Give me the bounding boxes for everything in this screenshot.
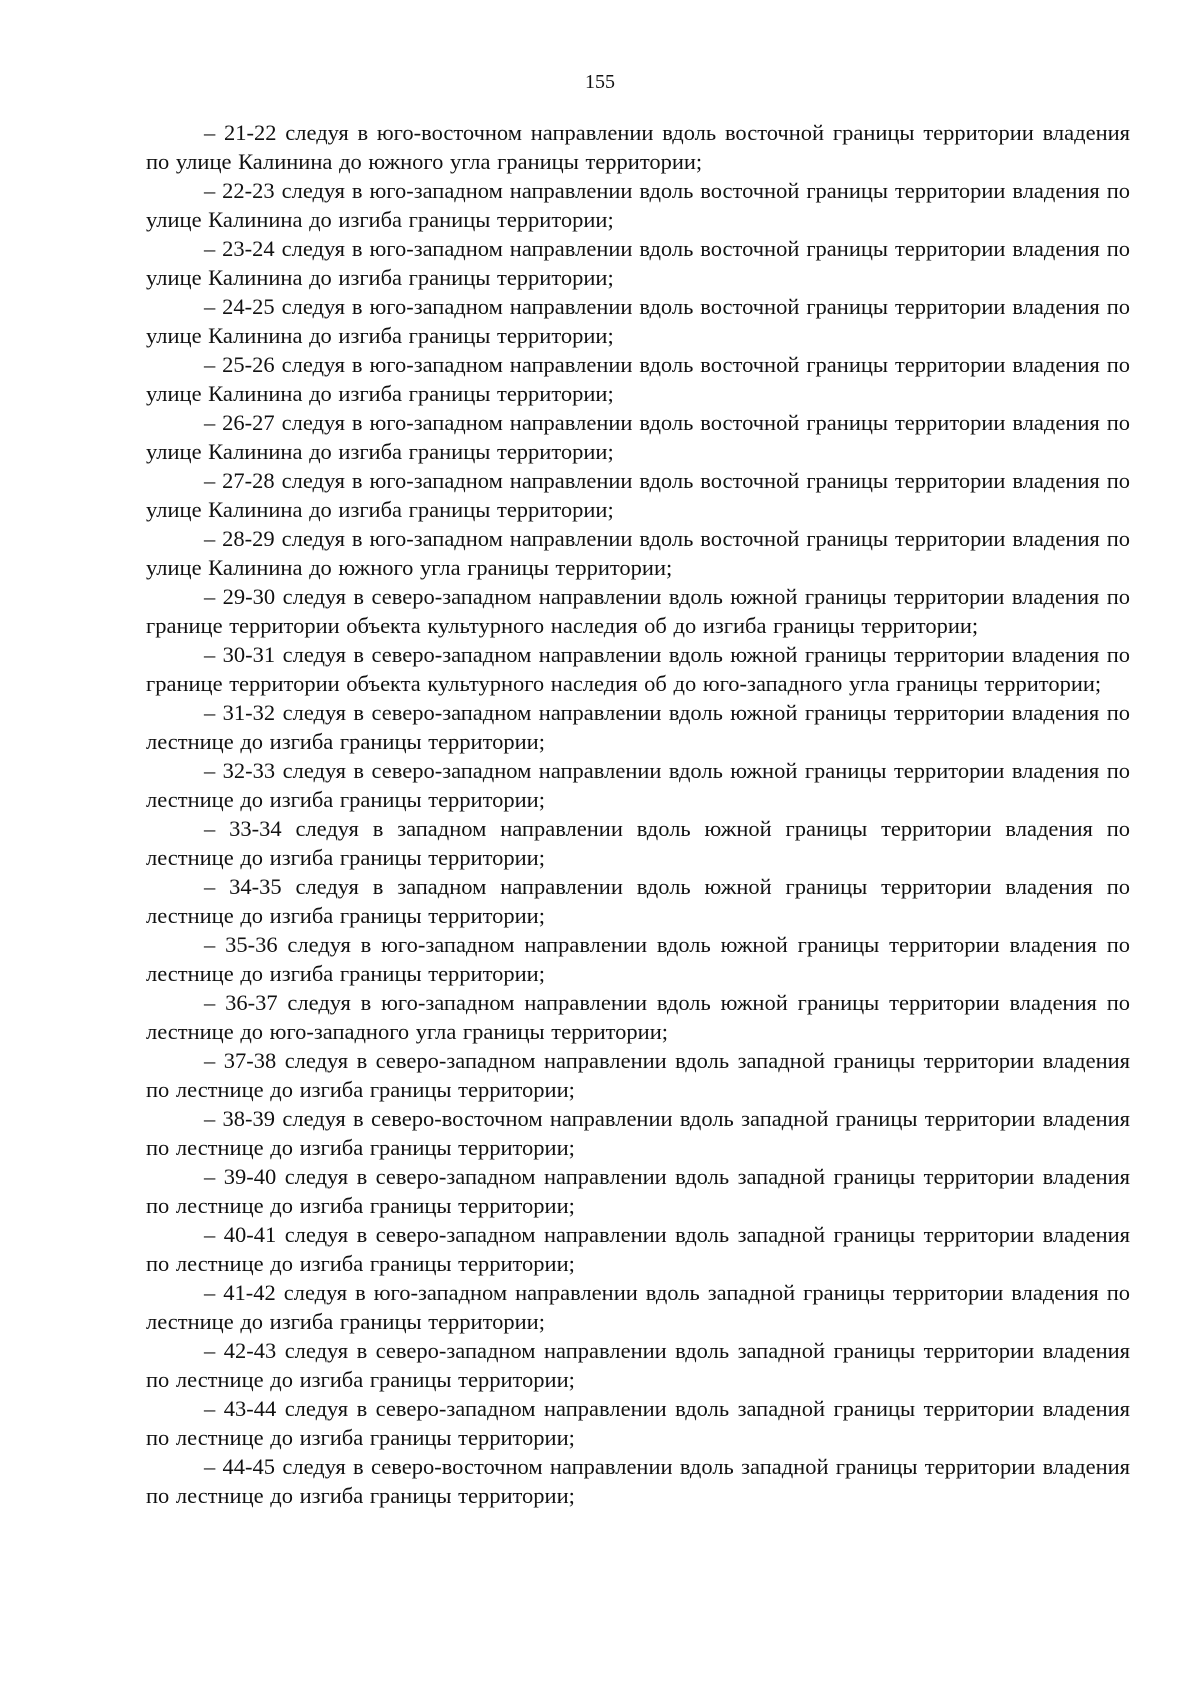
- document-body: [146, 118, 1130, 1510]
- boundary-paragraph-24-25: – 24-25 следуя в юго-западном направлении вдоль восточной границы территории владения по улице Калинина до изгиба границы территории;: [146, 294, 1130, 348]
- boundary-paragraph-39-40: – 39-40 следуя в северо-западном направлении вдоль западной границы территории владения по лестнице до изгиба границы территории;: [146, 1164, 1130, 1218]
- boundary-paragraph-23-24: – 23-24 следуя в юго-западном направлении вдоль восточной границы территории владения по улице Калинина до изгиба границы территории;: [146, 236, 1130, 290]
- page-number: 155: [585, 71, 615, 93]
- boundary-paragraph-31-32: – 31-32 следуя в северо-западном направлении вдоль южной границы территории владения по лестнице до изгиба границы территории;: [146, 700, 1130, 754]
- boundary-paragraph-30-31: – 30-31 следуя в северо-западном направлении вдоль южной границы территории владения по границе территории объекта культурного наследия об до юго-западного угла границы территории;: [146, 642, 1130, 696]
- boundary-paragraph-26-27: – 26-27 следуя в юго-западном направлении вдоль восточной границы территории владения по улице Калинина до изгиба границы территории;: [146, 410, 1130, 464]
- boundary-paragraph-35-36: – 35-36 следуя в юго-западном направлении вдоль южной границы территории владения по лестнице до изгиба границы территории;: [146, 932, 1130, 986]
- boundary-paragraph-34-35: – 34-35 следуя в западном направлении вдоль южной границы территории владения по лестнице до изгиба границы территории;: [146, 874, 1130, 928]
- boundary-paragraph-41-42: – 41-42 следуя в юго-западном направлении вдоль западной границы территории владения по лестнице до изгиба границы территории;: [146, 1280, 1130, 1334]
- boundary-paragraph-28-29: – 28-29 следуя в юго-западном направлении вдоль восточной границы территории владения по улице Калинина до южного угла границы территории;: [146, 526, 1130, 580]
- boundary-paragraph-40-41: – 40-41 следуя в северо-западном направлении вдоль западной границы территории владения по лестнице до изгиба границы территории;: [146, 1222, 1130, 1276]
- boundary-paragraph-33-34: – 33-34 следуя в западном направлении вдоль южной границы территории владения по лестнице до изгиба границы территории;: [146, 816, 1130, 870]
- boundary-paragraph-37-38: – 37-38 следуя в северо-западном направлении вдоль западной границы территории владения по лестнице до изгиба границы территории;: [146, 1048, 1130, 1102]
- boundary-paragraph-43-44: – 43-44 следуя в северо-западном направлении вдоль западной границы территории владения по лестнице до изгиба границы территории;: [146, 1396, 1130, 1450]
- boundary-paragraph-27-28: – 27-28 следуя в юго-западном направлении вдоль восточной границы территории владения по улице Калинина до изгиба границы территории;: [146, 468, 1130, 522]
- boundary-paragraph-36-37: – 36-37 следуя в юго-западном направлении вдоль южной границы территории владения по лестнице до юго-западного угла границы территории;: [146, 990, 1130, 1044]
- boundary-paragraph-22-23: – 22-23 следуя в юго-западном направлении вдоль восточной границы территории владения по улице Калинина до изгиба границы территории;: [146, 178, 1130, 232]
- boundary-paragraph-42-43: – 42-43 следуя в северо-западном направлении вдоль западной границы территории владения по лестнице до изгиба границы территории;: [146, 1338, 1130, 1392]
- boundary-paragraph-25-26: – 25-26 следуя в юго-западном направлении вдоль восточной границы территории владения по улице Калинина до изгиба границы территории;: [146, 352, 1130, 406]
- boundary-paragraph-44-45: – 44-45 следуя в северо-восточном направлении вдоль западной границы территории владения по лестнице до изгиба границы территории;: [146, 1454, 1130, 1508]
- boundary-paragraph-32-33: – 32-33 следуя в северо-западном направлении вдоль южной границы территории владения по лестнице до изгиба границы территории;: [146, 758, 1130, 812]
- boundary-paragraph-38-39: – 38-39 следуя в северо-восточном направлении вдоль западной границы территории владения по лестнице до изгиба границы территории;: [146, 1106, 1130, 1160]
- boundary-paragraph-21-22: – 21-22 следуя в юго-восточном направлении вдоль восточной границы территории владения по улице Калинина до южного угла границы территории;: [146, 120, 1130, 174]
- boundary-paragraph-29-30: – 29-30 следуя в северо-западном направлении вдоль южной границы территории владения по границе территории объекта культурного наследия об до изгиба границы территории;: [146, 584, 1130, 638]
